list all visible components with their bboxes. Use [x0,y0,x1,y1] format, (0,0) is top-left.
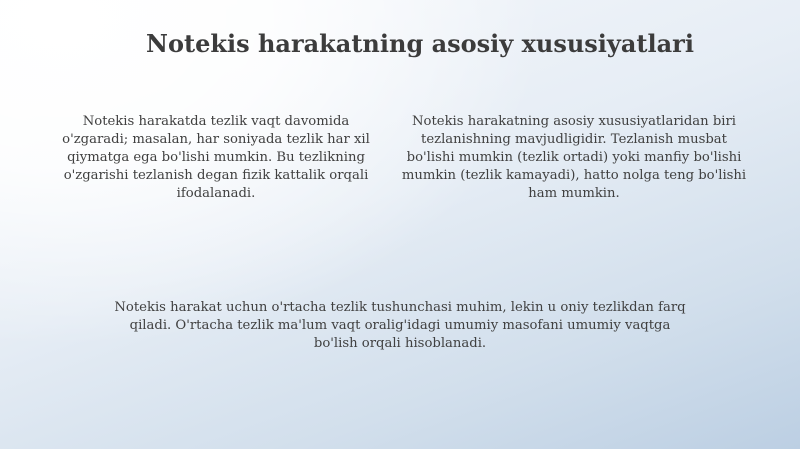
paragraph-right: Notekis harakatning asosiy xususiyatlaridan biri tezlanishning mavjudligidir. Tezlanish musbat bo'lishi mumkin (tezlik ortadi) yoki manfiy bo'lishi mumkin (tezlik kamayadi), hatto nolga teng bo'lishi ham mumkin. [401,114,747,201]
paragraph-bottom: Notekis harakat uchun o'rtacha tezlik tushunchasi muhim, lekin u oniy tezlikdan farq qiladi. O'rtacha tezlik ma'lum vaqt oralig'idagi umumiy masofani umumiy vaqtga bo'lish orqali hisoblanadi. [114,300,686,351]
paragraph-left: Notekis harakatda tezlik vaqt davomida o'zgaradi; masalan, har soniyada tezlik har xil qiymatga ega bo'lishi mumkin. Bu tezlikning o'zgarishi tezlanish degan fizik kattalik orqali ifodalanadi. [62,114,370,201]
slide-title: Notekis harakatning asosiy xususiyatlari [146,29,694,58]
